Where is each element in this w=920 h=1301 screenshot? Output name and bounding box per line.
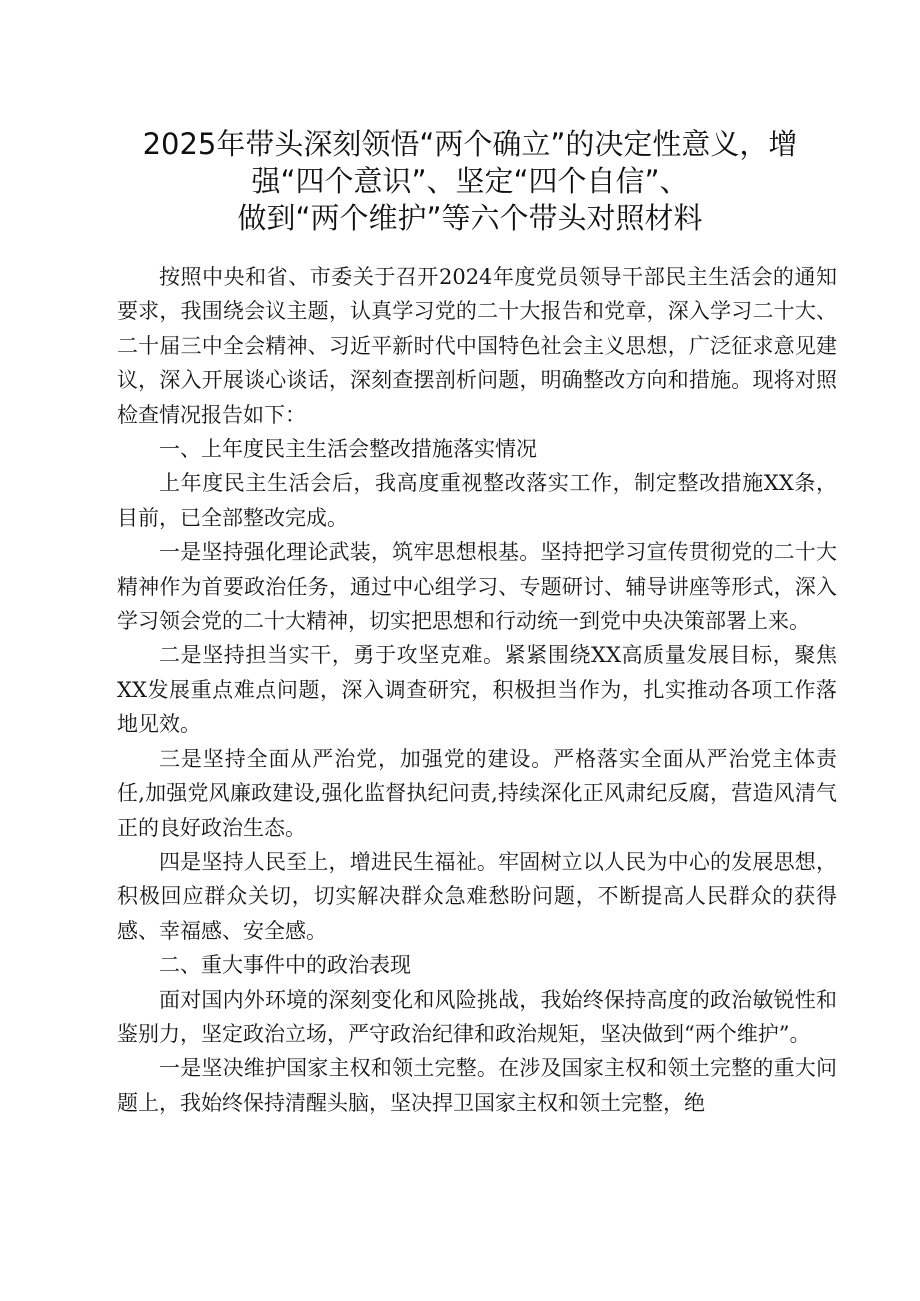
section-1-paragraph-1: 上年度民主生活会后，我高度重视整改落实工作，制定整改措施XX条，目前，已全部整改完成。 — [117, 471, 837, 530]
title-line-1: 2025年带头深刻领悟“两个确立”的决定性意义，增 — [142, 127, 798, 161]
section-1-paragraph-3: 二是坚持担当实干，勇于攻坚克难。紧紧围绕XX高质量发展目标，聚焦XX发展重点难点问题，深入调查研究，积极担当作为，扎实推动各项工作落地见效。 — [117, 643, 837, 737]
document-title — [100, 126, 840, 237]
section-1-paragraph-2: 一是坚持强化理论武装，筑牢思想根基。坚持把学习宣传贯彻党的二十大精神作为首要政治任务，通过中心组学习、专题研讨、辅导讲座等形式，深入学习领会党的二十大精神，切实把思想和行动统一到党中央决策部署上来。 — [117, 540, 837, 634]
document-body — [117, 260, 837, 1120]
section-2-paragraph-2: 一是坚决维护国家主权和领土完整。在涉及国家主权和领土完整的重大问题上，我始终保持清醒头脑，坚决捍卫国家主权和领土完整，绝 — [117, 1056, 837, 1115]
title-line-2: 强“四个意识”、坚定“四个自信”、 — [251, 164, 689, 198]
title-line-3: 做到“两个维护”等六个带头对照材料 — [237, 201, 703, 235]
section-2-heading: 二、重大事件中的政治表现 — [159, 953, 411, 978]
section-1-paragraph-4: 三是坚持全面从严治党，加强党的建设。严格落实全面从严治党主体责任,加强党风廉政建设,强化监督执纪问责,持续深化正风肃纪反腐，营造风清气正的良好政治生态。 — [117, 746, 837, 840]
section-1-heading: 一、上年度民主生活会整改措施落实情况 — [159, 437, 537, 462]
section-1-paragraph-5: 四是坚持人民至上，增进民生福祉。牢固树立以人民为中心的发展思想，积极回应群众关切，切实解决群众急难愁盼问题，不断提高人民群众的获得感、幸福感、安全感。 — [117, 849, 837, 943]
intro-paragraph: 按照中央和省、市委关于召开2024年度党员领导干部民主生活会的通知要求，我围绕会议主题，认真学习党的二十大报告和党章，深入学习二十大、二十届三中全会精神、习近平新时代中国特色社会主义思想，广泛征求意见建议，深入开展谈心谈话，深刻查摆剖析问题，明确整改方向和措施。现将对照检查情况报告如下： — [117, 265, 837, 427]
section-2-paragraph-1: 面对国内外环境的深刻变化和风险挑战，我始终保持高度的政治敏锐性和鉴别力，坚定政治立场，严守政治纪律和政治规矩，坚决做到“两个维护”。 — [117, 987, 837, 1046]
